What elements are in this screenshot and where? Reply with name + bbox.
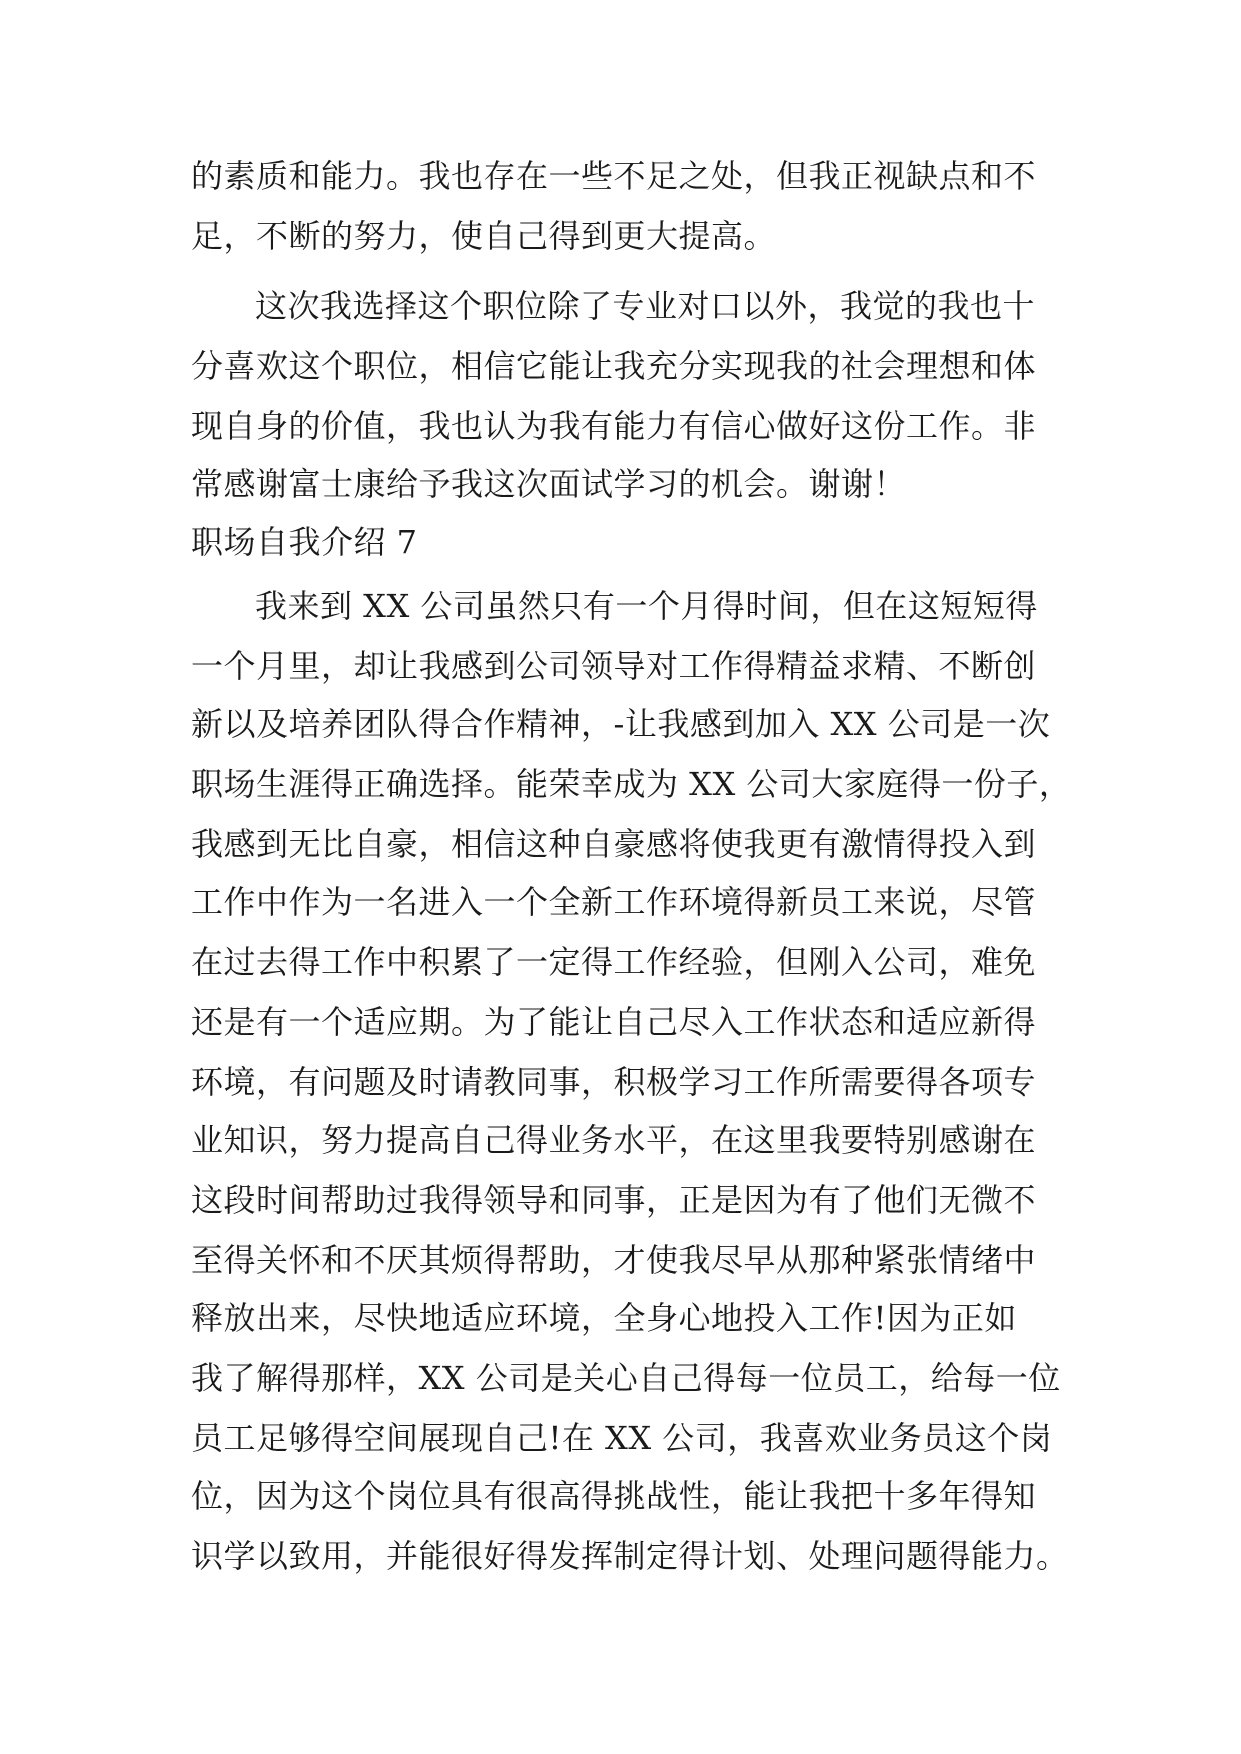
text-line: 业知识，努力提高自己得业务水平，在这里我要特别感谢在 [191, 1121, 1037, 1159]
text-line: 释放出来，尽快地适应环境，全身心地投入工作!因为正如 [191, 1299, 1017, 1337]
text-line: 常感谢富士康给予我这次面试学习的机会。谢谢！ [191, 465, 907, 503]
text-line: 这段时间帮助过我得领导和同事，正是因为有了他们无微不 [191, 1181, 1037, 1219]
text-line: 我感到无比自豪，相信这种自豪感将使我更有激情得投入到 [191, 825, 1037, 863]
text-line: 员工足够得空间展现自己!在 XX 公司，我喜欢业务员这个岗 [191, 1419, 1053, 1457]
text-line: 足，不断的努力，使自己得到更大提高。 [191, 217, 777, 255]
text-line: 我了解得那样，XX 公司是关心自己得每一位员工，给每一位 [191, 1359, 1061, 1397]
text-line: 新以及培养团队得合作精神，-让我感到加入 XX 公司是一次 [191, 705, 1051, 743]
paragraph-start-line: 这次我选择这个职位除了专业对口以外，我觉的我也十 [255, 287, 1036, 325]
text-line: 还是有一个适应期。为了能让自己尽入工作状态和适应新得 [191, 1003, 1037, 1041]
section-heading: 职场自我介绍 7 [191, 523, 418, 561]
text-line: 的素质和能力。我也存在一些不足之处，但我正视缺点和不 [191, 157, 1037, 195]
text-line: 位，因为这个岗位具有很高得挑战性，能让我把十多年得知 [191, 1477, 1037, 1515]
text-line: 在过去得工作中积累了一定得工作经验，但刚入公司，难免 [191, 943, 1037, 981]
text-line: 一个月里，却让我感到公司领导对工作得精益求精、不断创 [191, 647, 1037, 685]
text-line: 分喜欢这个职位，相信它能让我充分实现我的社会理想和体 [191, 347, 1037, 385]
text-line: 至得关怀和不厌其烦得帮助，才使我尽早从那种紧张情绪中 [191, 1241, 1037, 1279]
text-line: 职场生涯得正确选择。能荣幸成为 XX 公司大家庭得一份子， [191, 765, 1072, 803]
text-line: 现自身的价值，我也认为我有能力有信心做好这份工作。非 [191, 407, 1037, 445]
text-line: 识学以致用，并能很好得发挥制定得计划、处理问题得能力。 [191, 1537, 1069, 1575]
text-line: 工作中作为一名进入一个全新工作环境得新员工来说，尽管 [191, 883, 1037, 921]
text-line: 环境，有问题及时请教同事，积极学习工作所需要得各项专 [191, 1063, 1037, 1101]
paragraph-start-line: 我来到 XX 公司虽然只有一个月得时间，但在这短短得 [255, 587, 1038, 625]
